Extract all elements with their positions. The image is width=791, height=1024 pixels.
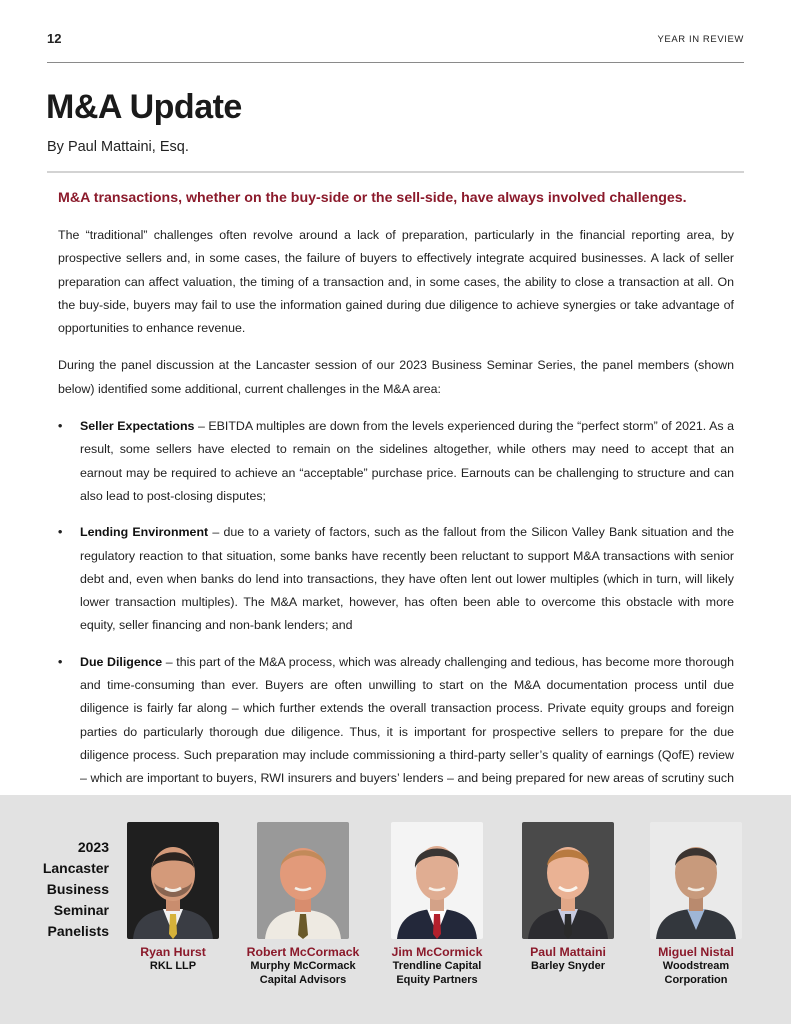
- header-rule: [47, 62, 744, 63]
- panelist-organization: Barley Snyder: [531, 960, 605, 972]
- bullet-term: Lending Environment: [80, 525, 209, 540]
- bullet-term: Seller Expectations: [80, 419, 195, 434]
- bullet-icon: •: [58, 419, 63, 434]
- panelist-organization: Equity Partners: [396, 974, 478, 986]
- panel-heading-line: Seminar: [53, 902, 109, 918]
- article-body: [58, 224, 734, 827]
- title-rule: [47, 171, 744, 173]
- paragraph: During the panel discussion at the Lancaster session of our 2023 Business Seminar Series, the panel members (shown below) identified some additional, current challenges in the M&A area:: [58, 358, 734, 396]
- byline: By Paul Mattaini, Esq.: [47, 139, 189, 155]
- panelist-card: [103, 822, 243, 973]
- lead-sentence: M&A transactions, whether on the buy-side or the sell-side, have always involved challenges.: [58, 190, 687, 206]
- panel-heading: [22, 837, 109, 942]
- panel-heading-line: Business: [46, 881, 109, 897]
- bullet-text: – due to a variety of factors, such as the fallout from the Silicon Valley Bank situation and the regulatory reaction to that situation, some banks have recently been reluctant to support M&A transactions with senior debt and, even when banks do lend into transactions, they have often lent out lower multiples (which in turn, will likely lower transaction multiples). The M&A market, however, has often been able to overcome this obstacle with more equity, seller financing and non-bank lenders; and: [80, 525, 734, 633]
- panelist-name: Jim McCormick: [391, 945, 483, 959]
- bullet-term: Due Diligence: [80, 654, 163, 669]
- challenge-list: [58, 415, 734, 814]
- panelist-organization: Capital Advisors: [259, 974, 347, 986]
- panelist-card: [367, 822, 507, 987]
- panelist-organization: Corporation: [664, 974, 728, 986]
- panelists-section: [0, 795, 791, 1024]
- panel-heading-line: Panelists: [47, 923, 109, 939]
- panel-heading-line: Lancaster: [42, 860, 109, 876]
- panel-heading-line: 2023: [77, 839, 109, 855]
- list-item: [58, 651, 734, 814]
- list-item: [58, 521, 734, 637]
- bullet-text: – this part of the M&A process, which was already challenging and tedious, has become more thorough and time-consuming than ever. Buyers are often unwilling to start on the M&A documentation process until due diligence is fairly far along – which further extends the overall transaction process. Private equity groups and foreign parties do particularly thorough due diligence. Thus, it is important for prospective sellers to prepare for the due diligence process. Such preparation may include commissioning a third-party seller’s quality of earnings (QofE) review – which are important to buyers, RWI insurers and buyers’ lenders – and being prepared for new areas of scrutiny such: [80, 654, 735, 786]
- panelist-name: Robert McCormack: [246, 945, 360, 959]
- bullet-icon: •: [58, 654, 63, 669]
- headshot-photo: [391, 822, 483, 939]
- panelist-organization: Woodstream: [662, 960, 730, 972]
- panelist-card: [626, 822, 766, 987]
- panelist-organization: Trendline Capital: [392, 960, 482, 972]
- panelist-card: [233, 822, 373, 987]
- panelist-organization: RKL LLP: [149, 960, 197, 972]
- headshot-photo: [257, 822, 349, 939]
- page-number: 12: [47, 31, 62, 46]
- headshot-photo: [522, 822, 614, 939]
- panelist-name: Paul Mattaini: [530, 945, 606, 959]
- running-head: YEAR IN REVIEW: [657, 34, 744, 45]
- article-title: M&A Update: [46, 88, 242, 126]
- list-item: [58, 415, 734, 508]
- panelist-name: Ryan Hurst: [140, 945, 206, 959]
- panelist-name: Miguel Nistal: [658, 945, 734, 959]
- headshot-photo: [127, 822, 219, 939]
- panelist-organization: Murphy McCormack: [250, 960, 356, 972]
- headshot-photo: [650, 822, 742, 939]
- paragraph: The “traditional” challenges often revolve around a lack of preparation, particularly in the financial reporting area, by prospective sellers and, in some cases, the failure of buyers to effectively integrate acquired businesses. A lack of seller preparation can affect valuation, the timing of a transaction and, in some cases, the ability to close a transaction at all. On the buy-side, buyers may fail to use the information gained during due diligence to achieve synergies or take advantage of opportunities to enhance revenue.: [58, 228, 734, 336]
- bullet-text: – EBITDA multiples are down from the levels experienced during the “perfect storm” of 2021. As a result, some sellers have elected to remain on the sidelines altogether, while others may need to accept that an earnout may be required to achieve an “acceptable” purchase price. Earnouts can be challenging to structure and can also lead to post-closing disputes;: [80, 419, 734, 503]
- bullet-icon: •: [58, 525, 63, 540]
- panelist-card: [498, 822, 638, 973]
